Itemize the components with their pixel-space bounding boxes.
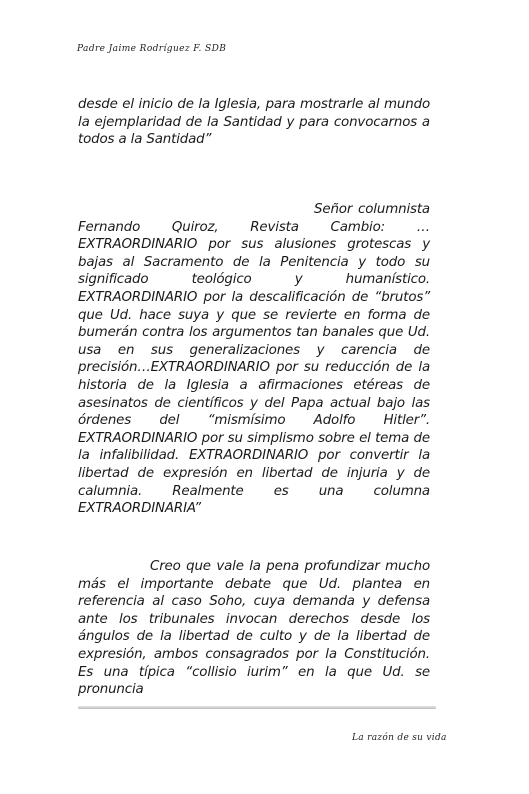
running-header: Padre Jaime Rodríguez F. SDB	[77, 44, 227, 54]
running-footer: La razón de su vida	[352, 733, 447, 743]
paragraph-quoted-letter: Señor columnista Fernando Quiroz, Revista Cambio: …EXTRAORDINARIO por sus alusiones grotescas y bajas al Sacramento de la Penitencia y todo su significado teológico y humanístico. EXTRAORDINARIO por la descalificación de “brutos” que Ud. hace suya y que se revierte en forma de bumerán contra los argumentos tan banales que Ud. usa en sus generalizaciones y carencia de precisión…EXTRAORDINARIO por su reducción de la historia de la Iglesia a afirmaciones etéreas de asesinatos de científicos y del Papa actual bajo las órdenes del “mismísimo Adolfo Hitler”. EXTRAORDINARIO por su simplismo sobre el tema de la infalibilidad. EXTRAORDINARIO por convertir la libertad de expresión en libertad de injuria y de calumnia. Realmente es una columna EXTRAORDINARIA”	[78, 202, 430, 517]
paragraph-commentary: Creo que vale la pena profundizar mucho más el importante debate que Ud. plantea en referencia al caso Soho, cuya demanda y defensa ante los tribunales invocan derechos desde los ángulos de la libertad de culto y de la libertad de expresión, ambos consagrados por la Constitución. Es una típica “collisio iurim” en la que Ud. se pronuncia	[78, 559, 430, 698]
footer-divider	[78, 706, 436, 709]
paragraph-continuation: desde el inicio de la Iglesia, para mostrarle al mundo la ejemplaridad de la Santidad y para convocarnos a todos a la Santidad”	[78, 97, 430, 148]
